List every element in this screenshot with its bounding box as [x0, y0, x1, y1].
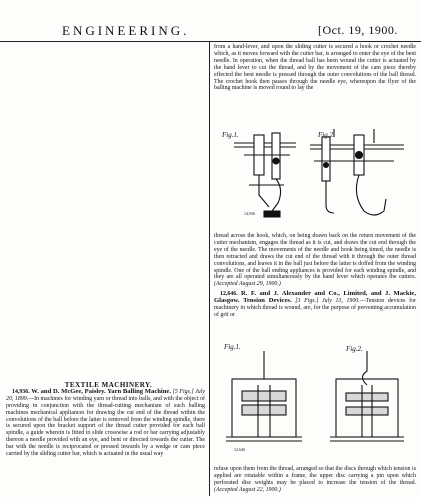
paragraph: refuse upon them from the thread, arranged so that the discs through which tension is applied are rotatable within a frame, the upper disc carrying a pin upon which perforated disc weights may be placed to increase the tension of the thread. (Accepted August 22, 1900.)	[214, 466, 416, 493]
right-column-bottom-text	[214, 466, 416, 494]
column-rule	[209, 41, 210, 496]
figure-number: 14,936	[244, 211, 255, 216]
figure-1-label: Fig.1.	[224, 343, 241, 351]
issue-date: [Oct. 19, 1900.	[318, 23, 398, 37]
figure-number: 12,646	[234, 447, 245, 452]
figure-tension-devices	[218, 341, 414, 463]
figure-drawing	[214, 115, 416, 225]
left-column-text	[6, 382, 205, 458]
patent-entry-14936: 14,936. W. and D. McGee, Paisley. Yarn Balling Machine. [5 Figs.] July 20, 1899.—In machines for winding yarn or thread into balls, and with the object of providing in conjunction with the thread-cutting mechanism of such balling machines mechanical appliances for drawing the cut end of the thread within the convolutions of the ball before the latter is removed from the winding spindle, there is secured upon the bracket support of the thread cutter provided for each ball spindle, a guide wherein is fitted to slide crosswise a rod or bar carrying adjustably thereon a needle provided with an eye, and bent or directed towards the cutter. The bar with the needle is reciprocated or pressed inwards by a wedge or cam piece carried by the sliding cutter bar, which is actuated in the usual way	[6, 387, 205, 458]
journal-title: ENGINEERING.	[62, 23, 190, 38]
figure-2-label: Fig.2.	[318, 131, 335, 139]
right-column-top-text	[214, 44, 416, 92]
header-rule	[0, 41, 421, 42]
figure-2-label: Fig.2.	[346, 345, 363, 353]
figure-yarn-balling	[214, 115, 416, 225]
figure-drawing	[218, 341, 414, 463]
section-heading: TEXTILE MACHINERY.	[64, 381, 153, 389]
paragraph: thread across the hook, which, on being drawn back on the return movement of the cutter mechanism, engages the thread as it is cut, and draws the cut end through the eye of the needle. The movements of the needle and hook being timed, the needle is then retracted and draws the cut end of the thread with it through the outer thread convolutions, and leaves it in the ball just before the latter is doffed from the winding spindle. One of the ball ending appliances is provided for each winding spindle, and they are all operated simultaneously by the hand lever which operates the cutters. (Accepted August 29, 1900.)	[214, 233, 416, 288]
page-header	[0, 0, 421, 44]
paragraph: from a hand-lever, and upon the sliding cutter is secured a hook or crochet needle which, as it moves forward with the cutter bar, is arranged to enter the eye of the bent needle. In operation, when the thread ball has been wound the cutter is actuated by the hand lever to cut the thread, and by the movement of the cam piece thereby effected the bent needle is pressed through the outer convolutions of the ball thread. The crochet hook then passes through the needle eye, whereupon the flyer of the balling machine is moved round to lay the	[214, 44, 416, 92]
right-column-middle-text	[214, 233, 416, 319]
patent-entry-12646: 12,646. R. F. and J. Alexander and Co., Limited, and J. Mackie, Glasgow. Tension Devices. [3 Figs.] July 13, 1900.—Tension devices for machinery in which thread is wound, are, for the purpose of preventing accumulation of grit or	[214, 290, 416, 318]
figure-1-label: Fig.1.	[222, 131, 239, 139]
